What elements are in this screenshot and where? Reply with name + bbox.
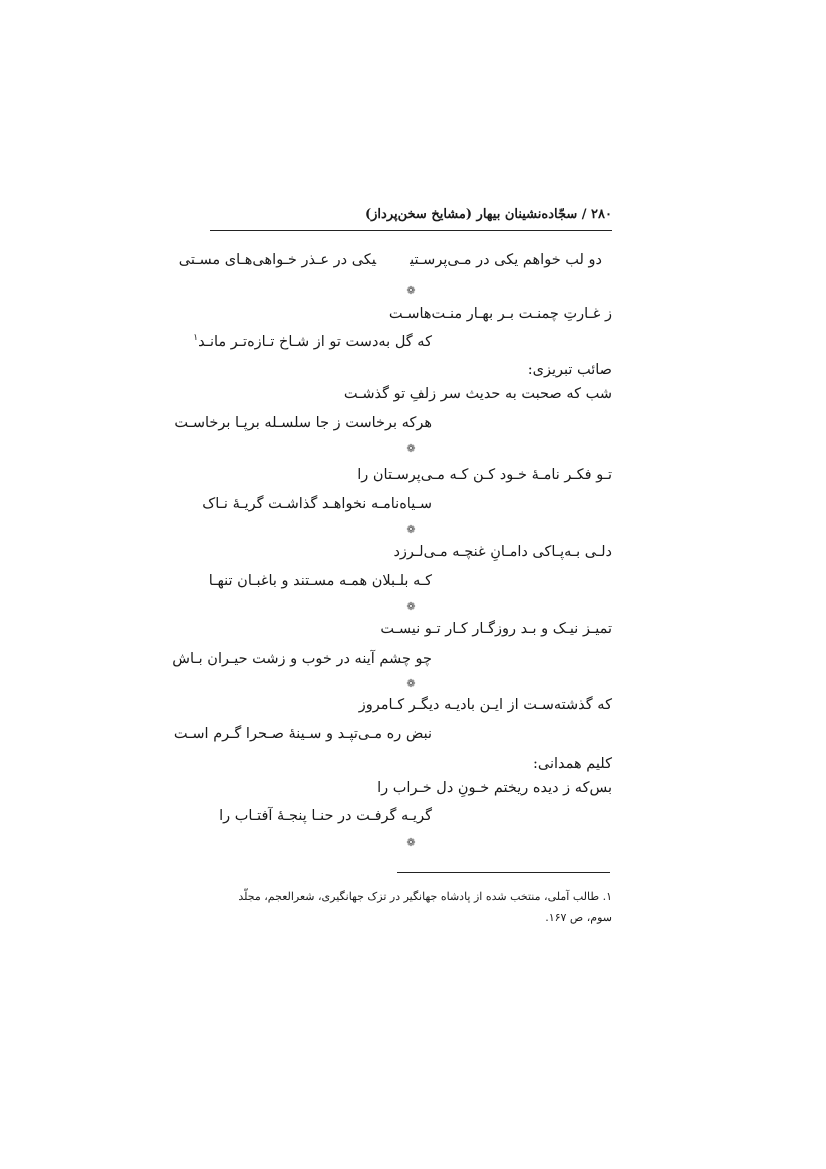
separator-star-4: ❁ [406, 600, 416, 613]
verse-line-1 [179, 250, 602, 270]
footnote-marker: ۱ [193, 333, 199, 343]
verse-line-4: شب که صحبت به حدیث سر زلفِ تو گذشـت [343, 386, 612, 402]
separator-star-2: ❁ [406, 442, 416, 455]
verse-line-8: دلـی بـه‌پـاکی دامـانِ غنچـه مـی‌لـرزد [393, 544, 612, 560]
verse-line-15: گریـه گرفـت در حنـا پنجـۀ آفتـاب را [219, 808, 432, 824]
separator-star-1: ❁ [406, 284, 416, 297]
footnote: ۱. طالب آملی، منتخب شده از پادشاه جهانگیر در تزک جهانگیری، شعرالعجم، مجلّد سوم، ص ۱۶۷. [238, 890, 612, 924]
separator-star-3: ❁ [406, 523, 416, 536]
verse-line-12: که گذشته‌سـت از ایـن بادیـه دیگـر کـامروز [358, 697, 612, 713]
verse-line-2: ز غـارتِ چمنـت بـر بهـار منـت‌هاسـت [388, 306, 612, 322]
header-rule [210, 230, 612, 231]
verse-line-3 [193, 328, 432, 352]
poet-heading-saeb: صائب تبریزی: [527, 362, 612, 378]
footnote-rule [397, 872, 610, 873]
verse-line-9: کـه بلـبلان همـه مسـتند و باغبـان تنهـا [208, 573, 432, 589]
verse-line-6: تـو فکـر نامـۀ خـود کـن کـه مـی‌پرسـتان را [357, 467, 612, 483]
hemistich-1a: دو لب خواهم یکی در مـی‌پرسـتی [410, 252, 602, 268]
verse-line-5: هرکه برخاست ز جا سلسـله برپـا برخاسـت [174, 415, 432, 431]
hemistich-1b: یکی در عـذر خـواهی‌هـای مسـتی [178, 252, 377, 268]
poet-heading-kalim: کلیم همدانی: [532, 756, 612, 772]
verse-line-3-text: که گل به‌دست تو از شـاخ تـازه‌تـر مانـد [198, 333, 432, 350]
verse-line-11: چو چشم آینه در خوب و زشت حیـران بـاش [172, 651, 432, 667]
verse-line-7: سـیاه‌نامـه نخواهـد گذاشـت گریـۀ نـاک [202, 496, 432, 512]
separator-star-6: ❁ [406, 836, 416, 849]
running-header: ۲۸۰ / سجّاده‌نشینان بیهار (مشایخ سخن‌پرداز) [365, 207, 612, 222]
verse-line-14: بس‌که ز دیده ریختم خـونِ دل خـراب را [377, 780, 612, 796]
separator-star-5: ❁ [406, 677, 416, 690]
verse-line-10: تمیـز نیـک و بـد روزگـار کـار تـو نیسـت [380, 621, 612, 637]
verse-line-13: نبض ره مـی‌تپـد و سـینۀ صـحرا گـرم اسـت [173, 726, 432, 742]
